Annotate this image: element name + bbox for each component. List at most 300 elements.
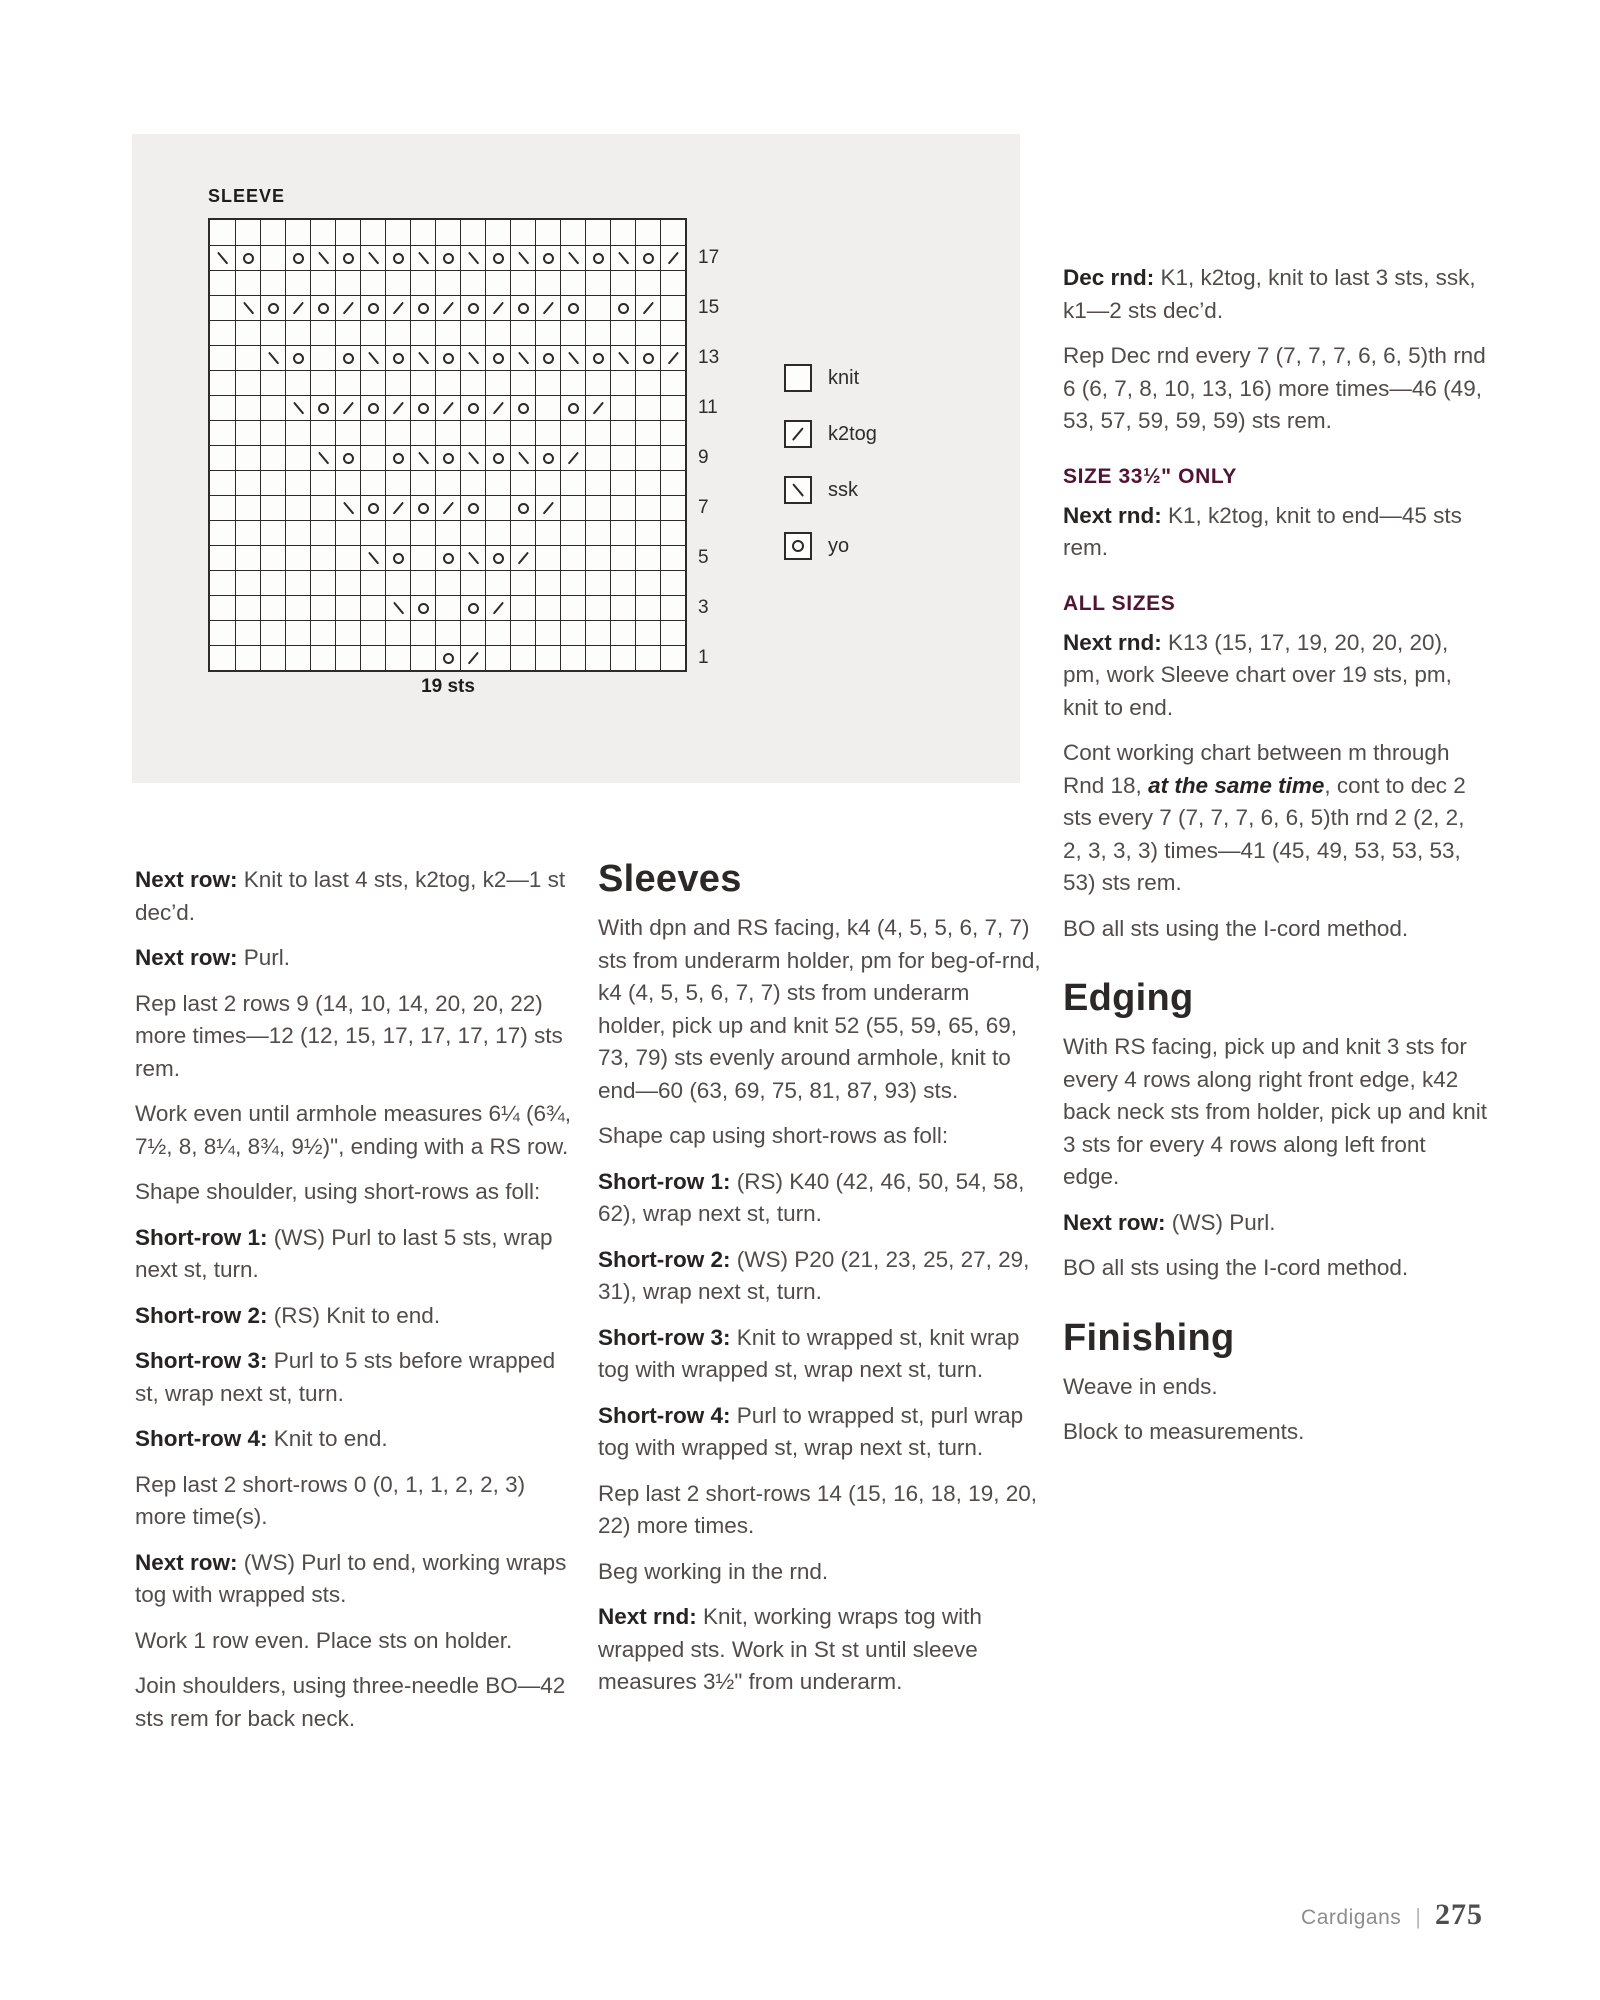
chart-cell [310,345,335,370]
chart-cell [660,295,685,320]
chart-cell [235,270,260,295]
pattern-paragraph [135,1547,580,1612]
paragraph-text: Purl. [243,945,291,970]
chart-cell [410,395,435,420]
pattern-paragraph [1063,1416,1488,1449]
chart-cell [310,395,335,420]
chart-cell [260,620,285,645]
chart-cell [335,345,360,370]
chart-cell [285,470,310,495]
yo-icon [792,540,804,552]
chart-cell [635,345,660,370]
chart-cell [660,345,685,370]
ssk-icon [242,301,253,314]
section-heading: Edging [1063,977,1194,1019]
chart-cell [660,470,685,495]
chart-cell [285,570,310,595]
chart-cell [485,370,510,395]
chart-cell [435,245,460,270]
chart-cell [385,220,410,245]
paragraph-label: Short-row 1: [135,1224,274,1250]
chart-cell [435,545,460,570]
chart-cell [585,445,610,470]
chart-cell [560,545,585,570]
chart-cell [510,295,535,320]
chart-cell [210,645,235,670]
ssk-icon [517,451,528,464]
chart-cell [660,595,685,620]
pattern-paragraph [135,1423,580,1456]
chart-cell [210,370,235,395]
chart-cell [235,395,260,420]
chart-cell [485,445,510,470]
chart-cell [260,295,285,320]
chart-cell [435,470,460,495]
chart-cell [210,620,235,645]
chart-cell [335,445,360,470]
chart-cell [310,470,335,495]
paragraph-label: Short-row 2: [598,1246,737,1272]
legend-item-yo [784,532,849,560]
chart-cell [335,295,360,320]
chart-cell [660,220,685,245]
k2tog-icon [667,251,678,264]
chart-cell [635,470,660,495]
chart-cell [285,370,310,395]
paragraph-label: Next row: [135,867,244,892]
chart-cell [485,220,510,245]
chart-cell [510,395,535,420]
chart-cell [560,445,585,470]
paragraph-text: Shape cap using short-rows as foll: [598,1123,949,1148]
chart-cell [435,595,460,620]
chart-cell [360,270,385,295]
chart-cell [410,270,435,295]
chart-cell [535,470,560,495]
chart-cell [635,495,660,520]
yo-icon [393,453,404,464]
chart-cell [635,270,660,295]
chart-cell [535,320,560,345]
paragraph-text: (WS) Purl to last 5 sts, wrap next st, turn. [135,1224,553,1282]
chart-cell [560,570,585,595]
chart-cell [235,470,260,495]
k2tog-icon [442,501,453,514]
ssk-icon [367,351,378,364]
paragraph-text: BO all sts using the I-cord method. [1063,915,1409,941]
chart-cell [210,345,235,370]
yo-icon [418,503,429,514]
chart-cell [485,620,510,645]
chart-cell [410,370,435,395]
ssk-icon [417,251,428,264]
legend-item-k2tog [784,420,877,448]
chart-cell [435,320,460,345]
chart-cell [585,595,610,620]
chart-cell [385,320,410,345]
chart-cell [560,645,585,670]
chart-cell [435,520,460,545]
pattern-paragraph [135,1300,580,1333]
chart-cell [335,220,360,245]
paragraph-label: Short-row 4: [135,1426,274,1451]
chart-cell [385,620,410,645]
k2tog-icon [592,401,603,414]
chart-cell [260,420,285,445]
footer-section-label: Cardigans [1301,1906,1402,1929]
chart-cell [460,495,485,520]
chart-cell [285,345,310,370]
chart-cell [260,345,285,370]
yo-icon [468,303,479,314]
k2tog-icon [542,501,553,514]
legend-label: knit [828,366,860,389]
chart-cell [535,270,560,295]
chart-cell [360,445,385,470]
chart-cell [560,320,585,345]
k2tog-icon [292,301,303,314]
pattern-paragraph [135,1176,580,1209]
chart-cell [310,520,335,545]
ssk-icon [467,351,478,364]
paragraph-label: Short-row 4: [598,1402,737,1428]
chart-cell [610,345,635,370]
chart-cell [385,495,410,520]
chart-cell [435,620,460,645]
pattern-paragraph [1063,913,1488,946]
chart-cell [485,595,510,620]
chart-cell [235,545,260,570]
chart-cell [460,620,485,645]
yo-icon [318,303,329,314]
chart-cell [360,495,385,520]
chart-cell [410,545,435,570]
k2tog-icon [492,301,503,314]
yo-icon [518,303,529,314]
chart-cell [410,520,435,545]
chart-cell [335,320,360,345]
chart-cell [260,595,285,620]
chart-cell [460,245,485,270]
chart-cell [335,520,360,545]
chart-cell [210,395,235,420]
chart-cell [285,495,310,520]
chart-cell [535,295,560,320]
yo-icon [418,403,429,414]
paragraph-text: Work even until armhole measures 6¼ (6¾, 7½, 8, 8¼, 8¾, 9½)", ending with a RS row. [135,1101,572,1159]
chart-cell [310,320,335,345]
chart-cell [635,395,660,420]
yo-icon [493,353,504,364]
ssk-icon [467,551,478,564]
chart-cell [635,320,660,345]
chart-cell [560,345,585,370]
pattern-paragraph [135,1670,580,1735]
paragraph-text: , cont to dec 2 sts every 7 (7, 7, 7, 6, 6, 5)th rnd 2 (2, 2, 2, 3, 3, 3) times—41 (45, 49, 53, 53, 53, 53) sts rem. [1063,772,1466,895]
paragraph-text: With RS facing, pick up and knit 3 sts for every 4 rows along right front edge, k42 back neck sts from holder, pick up and knit 3 sts for every 4 rows along left front edge. [1063,1034,1487,1189]
chart-cell [360,645,385,670]
pattern-paragraph [135,988,580,1086]
pattern-paragraph [1063,627,1488,725]
k2tog-swatch [784,420,812,448]
chart-cell [210,570,235,595]
pattern-paragraph [1063,340,1488,438]
chart-cell [635,245,660,270]
yo-icon [393,353,404,364]
chart-cell [485,320,510,345]
chart-cell [260,645,285,670]
ssk-icon [467,451,478,464]
chart-cell [285,320,310,345]
chart-cell [360,345,385,370]
pattern-paragraph [598,1400,1043,1465]
paragraph-text: Rep last 2 short-rows 0 (0, 1, 1, 2, 2, 3) more time(s). [135,1471,526,1529]
chart-cell [235,320,260,345]
chart-cell [235,420,260,445]
ssk-icon [517,351,528,364]
chart-cell [385,595,410,620]
chart-row-number: 17 [698,247,720,268]
chart-row-number: 5 [698,547,709,568]
chart-cell [585,220,610,245]
chart-row-number: 13 [698,347,720,368]
chart-cell [360,320,385,345]
paragraph-text: Cont working chart between m through Rnd 18, [1063,740,1450,798]
chart-cell [310,370,335,395]
paragraph-label: Next rnd: [1063,629,1169,655]
paragraph-label: Next rnd: [1063,502,1169,528]
pattern-paragraph [135,864,580,929]
chart-cell [485,495,510,520]
yo-icon [393,553,404,564]
chart-title: SLEEVE [208,186,286,206]
pattern-paragraph [135,1222,580,1287]
chart-cell [435,370,460,395]
chart-cell [210,420,235,445]
chart-cell [610,520,635,545]
yo-icon [343,253,354,264]
chart-cell [310,270,335,295]
yo-icon [543,253,554,264]
chart-cell [635,295,660,320]
yo-icon [493,253,504,264]
pattern-paragraph [1063,1207,1488,1240]
page-footer [1301,1898,1483,1932]
yo-icon [543,353,554,364]
chart-cell [460,595,485,620]
chart-cell [385,570,410,595]
chart-cell [635,220,660,245]
chart-cell [660,445,685,470]
paragraph-label: Short-row 3: [598,1324,737,1350]
paragraph-label: Next row: [135,945,244,970]
k2tog-icon [442,401,453,414]
chart-cell [460,470,485,495]
pattern-paragraph [1063,500,1488,565]
chart-cell [485,345,510,370]
yo-icon [543,453,554,464]
chart-cell [660,645,685,670]
pattern-paragraph [135,1625,580,1658]
chart-cell [660,520,685,545]
paragraph-text: Knit to end. [273,1426,388,1451]
knit-swatch [784,364,812,392]
paragraph-text: Beg working in the rnd. [598,1558,829,1584]
legend-item-ssk [784,476,858,504]
ssk-icon [617,351,628,364]
chart-stitch-count-label: 19 sts [421,676,475,697]
chart-row-numbers [698,220,738,670]
chart-cell [360,245,385,270]
chart-cell [210,470,235,495]
chart-cell [560,370,585,395]
chart-cell [510,545,535,570]
chart-cell [660,320,685,345]
chart-cell [510,470,535,495]
chart-cell [635,620,660,645]
ssk-icon [342,501,353,514]
chart-cell [485,520,510,545]
pattern-paragraph [598,1478,1043,1543]
paragraph-label: Dec rnd: [1063,265,1161,290]
yo-icon [293,253,304,264]
chart-cell [610,645,635,670]
chart-cell [285,620,310,645]
ssk-icon [567,251,578,264]
pattern-paragraph [598,1166,1043,1231]
chart-cell [260,445,285,470]
chart-cell [360,295,385,320]
yo-icon [618,303,629,314]
chart-row-number: 7 [698,497,709,518]
paragraph-text: (WS) Purl to end, working wraps tog with wrapped sts. [135,1549,567,1607]
chart-cell [660,395,685,420]
chart-cell [535,595,560,620]
chart-cell [310,570,335,595]
paragraph-text: Rep Dec rnd every 7 (7, 7, 7, 6, 6, 5)th rnd 6 (6, 7, 8, 10, 13, 16) more times—46 (49, 53, 57, 59, 59, 59) sts rem. [1063,343,1486,433]
chart-cell [535,495,560,520]
chart-cell [210,595,235,620]
chart-cell [485,470,510,495]
chart-cell [210,445,235,470]
size-heading: ALL SIZES [1063,591,1176,615]
chart-cell [260,545,285,570]
chart-cell [435,270,460,295]
chart-cell [360,420,385,445]
chart-cell [360,520,385,545]
chart-cell [585,420,610,445]
pattern-paragraph [598,1556,1043,1589]
chart-cell [610,295,635,320]
yo-icon [518,403,529,414]
k2tog-icon [392,501,403,514]
chart-cell [435,345,460,370]
chart-cell [535,395,560,420]
chart-row-number: 9 [698,447,709,468]
chart-cell [385,245,410,270]
chart-cell [385,445,410,470]
chart-cell [335,245,360,270]
chart-cell [385,645,410,670]
pattern-paragraph [598,1322,1043,1387]
paragraph-label: Next row: [135,1549,244,1575]
chart-cell [585,470,610,495]
chart-cell [585,495,610,520]
chart-cell [610,270,635,295]
section-heading: Sleeves [598,858,742,900]
chart-cell [510,620,535,645]
yo-icon [443,553,454,564]
chart-cell [560,495,585,520]
chart-cell [385,420,410,445]
chart-cell [510,270,535,295]
chart-cell [560,395,585,420]
chart-cell [585,570,610,595]
paragraph-label: at the same time [1148,772,1325,798]
chart-cell [310,420,335,445]
yo-icon [593,253,604,264]
chart-cell [585,620,610,645]
paragraph-text: Shape shoulder, using short-rows as foll: [135,1179,541,1204]
paragraph-label: Short-row 3: [135,1348,274,1373]
k2tog-icon [492,401,503,414]
chart-cell [335,495,360,520]
k2tog-icon [567,451,578,464]
chart-cell [285,295,310,320]
chart-cell [410,495,435,520]
paragraph-text: BO all sts using the I-cord method. [1063,1255,1409,1280]
chart-cell [585,645,610,670]
chart-cell [510,445,535,470]
chart-cell [460,420,485,445]
chart-cell [285,445,310,470]
chart-cell [510,245,535,270]
chart-cell [410,595,435,620]
paragraph-text: Join shoulders, using three-needle BO—42 sts rem for back neck. [135,1673,566,1731]
text-column-right [1063,262,1488,1462]
chart-cell [535,245,560,270]
chart-cell [285,420,310,445]
yo-icon [443,253,454,264]
chart-cell [310,495,335,520]
yo-icon [518,503,529,514]
chart-cell [235,595,260,620]
chart-cell [485,245,510,270]
chart-cell [535,570,560,595]
chart-cell [585,545,610,570]
chart-row-number: 11 [698,397,718,418]
chart-cell [460,345,485,370]
chart-cell [235,520,260,545]
chart-cell [210,320,235,345]
paragraph-text: Knit, working wraps tog with wrapped sts. Work in St st until sleeve measures 3½" from underarm. [598,1604,982,1694]
ssk-icon [567,351,578,364]
chart-cell [285,520,310,545]
k2tog-icon [392,301,403,314]
text-column-middle [598,856,1043,1712]
chart-cell [460,320,485,345]
chart-cell [360,470,385,495]
chart-cell [560,420,585,445]
ssk-icon [267,351,278,364]
chart-cell [310,445,335,470]
chart-cell [360,620,385,645]
paragraph-text: Knit to last 4 sts, k2tog, k2—1 st dec’d. [135,867,566,925]
chart-cell [510,520,535,545]
chart-cell [635,520,660,545]
sleeve-chart-grid [208,218,687,672]
chart-cell [485,295,510,320]
